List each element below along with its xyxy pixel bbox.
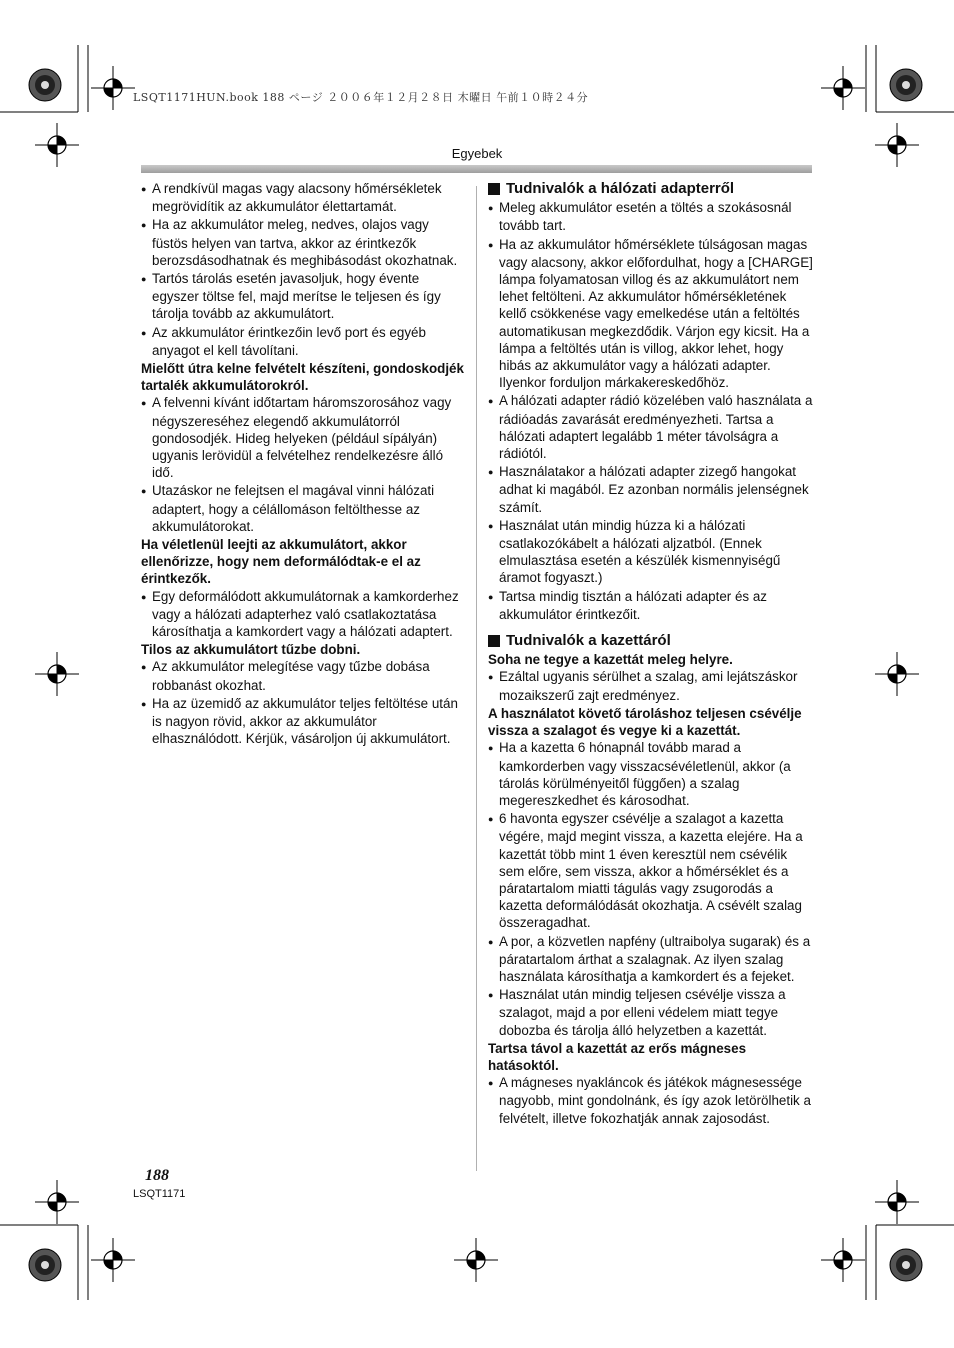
- bold-paragraph: Tartsa távol a kazettát az erős mágneses hatásoktól.: [488, 1040, 747, 1073]
- bullet-item: ● A rendkívül magas vagy alacsony hőmérsékletek megrövidítik az akkumulátor élettartamát.: [141, 180, 466, 215]
- bullet-item: ● Használatakor a hálózati adapter zizegő hangokat adhat ki magából. Ez azonban normális jelenségnek számít.: [488, 463, 816, 516]
- bold-paragraph: Mielőtt útra kelne felvételt készíteni, gondoskodjék tartalék akkumulátorokról.: [141, 361, 464, 394]
- header-rule: [141, 165, 812, 173]
- bullet-item: ● Az akkumulátor melegítése vagy tűzbe dobása robbanást okozhat.: [141, 658, 466, 693]
- bullet-item: ● Egy deformálódott akkumulátornak a kamkorderhez vagy a hálózati adapterhez való csatlakoztatása károsíthatja a kamkordert vagy a hálózati adaptert.: [141, 588, 466, 641]
- square-bullet-icon: [488, 183, 500, 195]
- bold-paragraph: A használatot követő tároláshoz teljesen csévélje vissza a szalagot és vegye ki a kazettát.: [488, 705, 802, 739]
- bullet-item: ● Használat után mindig húzza ki a hálózati csatlakozókábelt a hálózati aljzatból. (Ennek elmulasztása esetén a készülék kismennyiségű áramot fogyaszt.): [488, 517, 816, 587]
- bullet-item: ● Használat után mindig teljesen csévélje vissza a szalagot, majd a por elleni védelem miatt tegye dobozba és tárolja álló helyzetben a kazettát.: [488, 986, 816, 1039]
- print-header-line: LSQT1171HUN.book 188 ページ ２００６年１２月２８日 木曜日 午前１０時２４分: [133, 91, 589, 104]
- bullet-item: ● Tartós tárolás esetén javasoljuk, hogy évente egyszer töltse fel, majd merítse le teljesen és így tárolja tovább az akkumulátort.: [141, 270, 466, 323]
- right-column: [488, 180, 816, 1128]
- bullet-item: ● Ha az üzemidő az akkumulátor teljes feltöltése után is nagyon rövid, akkor az akkumulátor elhasználódott. Kérjük, vásároljon új akkumulátort.: [141, 695, 466, 748]
- bold-paragraph: Tilos az akkumulátort tűzbe dobni.: [141, 642, 361, 658]
- bold-paragraph: Soha ne tegye a kazettát meleg helyre.: [488, 652, 733, 668]
- bullet-item: ● A hálózati adapter rádió közelében való használata a rádióadás zavarását eredményezheti. Tartsa a hálózati adaptert legalább 1 méter távolságra a rádiótól.: [488, 392, 816, 462]
- bullet-item: ● Ha az akkumulátor meleg, nedves, olajos vagy füstös helyen van tartva, akkor az érintkezők berozsdásodhatnak és meghibásodást okozhatnak.: [141, 216, 466, 269]
- bullet-item: ● Ha a kazetta 6 hónapnál tovább marad a kamkorderben vagy visszacsévéletlenül, akkor (a tárolás körülményeitől függően) a szalag megereszkedhet és károsodhat.: [488, 739, 816, 809]
- section-heading: [488, 180, 816, 197]
- bullet-item: ● Az akkumulátor érintkezőin levő port és egyéb anyagot el kell távolítani.: [141, 324, 466, 359]
- bullet-item: ● Ha az akkumulátor hőmérséklete túlságosan magas vagy alacsony, akkor előfordulhat, hogy a [CHARGE] lámpa folyamatosan villog és az akkumulátort nem lehet feltölteni. Az akkumulátor hőmérsékletének kellő csökkenése vagy emelkedése után a feltöltés automatikusan megkezdődik. Várjon egy kicsit. Ha a lámpa a feltöltés után is villog, akkor lehet, hogy hibás az akkumulátor vagy a hálózati adapter. Ilyenkor forduljon márkakereskedőhöz.: [488, 236, 816, 392]
- square-bullet-icon: [488, 635, 500, 647]
- bullet-item: ● Meleg akkumulátor esetén a töltés a szokásosnál tovább tart.: [488, 199, 816, 234]
- section-heading: [488, 632, 816, 649]
- section-heading-text: Tudnivalók a kazettáról: [506, 632, 671, 650]
- left-column: [141, 180, 466, 749]
- bullet-item: ● Tartsa mindig tisztán a hálózati adapter és az akkumulátor érintkezőit.: [488, 588, 816, 623]
- page-number: 188: [145, 1167, 169, 1184]
- column-divider: [476, 186, 477, 1171]
- bullet-item: ● Ezáltal ugyanis sérülhet a szalag, ami lejátszáskor mozaikszerű zajt eredményez.: [488, 668, 816, 703]
- bullet-item: ● Utazáskor ne felejtsen el magával vinni hálózati adaptert, hogy a célállomáson feltölthesse az akkumulátorokat.: [141, 482, 466, 535]
- bullet-item: ● 6 havonta egyszer csévélje a szalagot a kazetta végére, majd megint vissza, a kazetta elejére. Ha a kazettát több mint 1 éven keresztül nem csévélik sem előre, sem vissza, akkor a hőmérséklet és a páratartalom miatti tágulás vagy zsugorodás a kazetta deformálódását okozhatja. A csévélt szalag összeragadhat.: [488, 810, 816, 931]
- bold-paragraph: Ha véletlenül leejti az akkumulátort, akkor ellenőrizze, hogy nem deformálódtak-e el az érintkezők.: [141, 537, 421, 587]
- bullet-item: ● A felvenni kívánt időtartam háromszorosához vagy négyszereséhez elegendő akkumulátorról gondosodjék. Hideg helyeken (például sípályán) ugyanis lerövidül a felvételhez rendelkezésre álló idő.: [141, 394, 466, 481]
- model-code: LSQT1171: [133, 1188, 186, 1200]
- bullet-item: ● A mágneses nyakláncok és játékok mágnesessége nagyobb, mint gondolnánk, és így azok letörölhetik a felvételt, illetve fokozhatják annak zajosodást.: [488, 1074, 816, 1127]
- section-title: Egyebek: [451, 146, 503, 161]
- spacer: [488, 624, 816, 632]
- bullet-item: ● A por, a közvetlen napfény (ultraibolya sugarak) és a páratartalom árthat a szalagnak. Az ilyen szalag használata károsíthatja a kamkordert és a fejeket.: [488, 933, 816, 986]
- section-heading-text: Tudnivalók a hálózati adapterről: [506, 180, 735, 197]
